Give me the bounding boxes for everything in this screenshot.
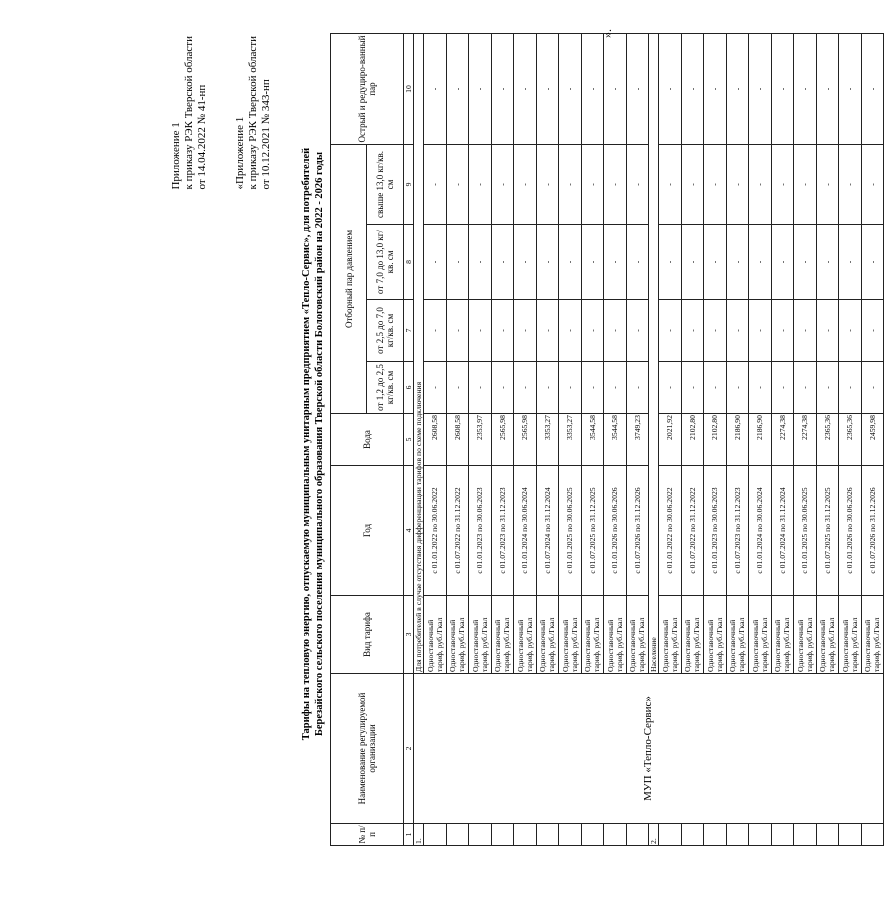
tariff-type-line: Одноставочный <box>628 619 638 672</box>
column-index-cell: 2 <box>404 674 414 824</box>
water-tariff-cell: 2186,90 <box>726 414 749 466</box>
header-row <box>331 33 367 845</box>
col-header-steam-3: от 7,0 до 13,0 кг/кв. см <box>367 225 404 300</box>
steam-tariff-cell: - <box>604 362 627 414</box>
document-title <box>300 44 326 844</box>
steam-tariff-cell: - <box>469 300 492 362</box>
tariff-type-line: тариф, руб./Гкал <box>804 617 814 672</box>
tariff-type-line: тариф, руб./Гкал <box>782 617 792 672</box>
water-tariff-cell: 2565,98 <box>514 414 537 466</box>
steam-tariff-cell: - <box>536 33 559 144</box>
steam-tariff-cell: - <box>794 362 817 414</box>
period-cell: с 01.01.2024 по 30.06.2024 <box>514 466 537 596</box>
col-header-water: Вода <box>331 414 404 466</box>
steam-tariff-cell: - <box>726 225 749 300</box>
steam-tariff-cell: - <box>581 33 604 144</box>
period-cell: с 01.01.2026 по 30.06.2026 <box>604 466 627 596</box>
water-tariff-cell: 2608,58 <box>424 414 447 466</box>
tariff-type-cell <box>861 596 884 674</box>
steam-tariff-cell: - <box>424 225 447 300</box>
column-index-cell: 3 <box>404 596 414 674</box>
steam-tariff-cell: - <box>536 362 559 414</box>
num-cell <box>491 824 514 846</box>
steam-tariff-cell: - <box>626 33 649 144</box>
num-cell <box>626 824 649 846</box>
column-index-cell: 10 <box>404 33 414 144</box>
tariff-type-line: Одноставочный <box>538 619 548 672</box>
steam-tariff-cell: - <box>794 33 817 144</box>
tariff-type-cell <box>749 596 772 674</box>
steam-tariff-cell: - <box>514 362 537 414</box>
period-cell: с 01.01.2023 по 30.06.2023 <box>469 466 492 596</box>
column-index-cell: 5 <box>404 414 414 466</box>
num-cell <box>861 824 884 846</box>
col-header-steam-1: от 1,2 до 2,5 кг/кв. см <box>367 362 404 414</box>
steam-tariff-cell: - <box>491 300 514 362</box>
steam-tariff-cell: - <box>749 33 772 144</box>
water-tariff-cell: 2102,80 <box>704 414 727 466</box>
steam-tariff-cell: - <box>771 300 794 362</box>
tariff-type-line: Одноставочный <box>448 619 458 672</box>
tariff-type-line: тариф, руб./Гкал <box>849 617 859 672</box>
period-cell: с 01.07.2025 по 31.12.2025 <box>581 466 604 596</box>
steam-tariff-cell: - <box>816 225 839 300</box>
steam-tariff-cell: - <box>559 225 582 300</box>
steam-tariff-cell: - <box>861 300 884 362</box>
num-cell <box>446 824 469 846</box>
tariff-type-line: Одноставочный <box>863 619 873 672</box>
tariff-type-cell <box>816 596 839 674</box>
steam-tariff-cell: - <box>491 225 514 300</box>
tariff-type-line: Одноставочный <box>773 619 783 672</box>
steam-tariff-cell: - <box>446 33 469 144</box>
period-cell: с 01.07.2023 по 31.12.2023 <box>491 466 514 596</box>
steam-tariff-cell: - <box>726 33 749 144</box>
section-label: Для потребителей в случае отсутствия дифференциации тарифов по схеме подключения <box>414 33 424 673</box>
period-cell: с 01.01.2026 по 30.06.2026 <box>839 466 862 596</box>
tariff-type-line: тариф, руб./Гкал <box>872 617 882 672</box>
header-line: Приложение 1 <box>170 122 182 190</box>
steam-tariff-cell: - <box>424 33 447 144</box>
header-line: от 14.04.2022 № 41-нп <box>196 84 208 190</box>
steam-tariff-cell: - <box>704 225 727 300</box>
steam-tariff-cell: - <box>559 362 582 414</box>
col-header-steam-4: свыше 13,0 кг/кв. см <box>367 144 404 224</box>
steam-tariff-cell: - <box>604 225 627 300</box>
col-header-year: Год <box>331 466 404 596</box>
tariff-type-cell <box>771 596 794 674</box>
num-cell <box>559 824 582 846</box>
period-cell: с 01.01.2025 по 30.06.2025 <box>559 466 582 596</box>
tariff-type-line: тариф, руб./Гкал <box>434 617 444 672</box>
period-cell: с 01.07.2026 по 31.12.2026 <box>861 466 884 596</box>
tariff-type-line: Одноставочный <box>795 619 805 672</box>
num-cell <box>704 824 727 846</box>
num-cell <box>514 824 537 846</box>
steam-tariff-cell: - <box>861 362 884 414</box>
steam-tariff-cell: - <box>604 300 627 362</box>
steam-tariff-cell: - <box>514 225 537 300</box>
column-index-cell: 9 <box>404 144 414 224</box>
period-cell: с 01.07.2024 по 31.12.2024 <box>771 466 794 596</box>
tariff-type-line: Одноставочный <box>425 619 435 672</box>
steam-tariff-cell: - <box>816 33 839 144</box>
steam-tariff-cell: - <box>704 33 727 144</box>
water-tariff-cell: 2021,92 <box>659 414 682 466</box>
steam-tariff-cell: - <box>749 362 772 414</box>
tariff-table <box>330 33 884 846</box>
steam-tariff-cell: - <box>581 144 604 224</box>
steam-tariff-cell: - <box>424 362 447 414</box>
tariff-type-line: тариф, руб./Гкал <box>759 617 769 672</box>
tariff-type-line: Одноставочный <box>660 619 670 672</box>
period-cell: с 01.01.2025 по 30.06.2025 <box>794 466 817 596</box>
steam-tariff-cell: - <box>681 225 704 300</box>
tariff-type-cell <box>704 596 727 674</box>
water-tariff-cell: 2274,38 <box>771 414 794 466</box>
period-cell: с 01.07.2022 по 31.12.2022 <box>446 466 469 596</box>
tariff-type-line: Одноставочный <box>493 619 503 672</box>
steam-tariff-cell: - <box>469 33 492 144</box>
tariff-type-cell <box>581 596 604 674</box>
water-tariff-cell: 2274,38 <box>794 414 817 466</box>
steam-tariff-cell: - <box>794 300 817 362</box>
steam-tariff-cell: - <box>626 362 649 414</box>
steam-tariff-cell: - <box>446 225 469 300</box>
period-cell: с 01.07.2022 по 31.12.2022 <box>681 466 704 596</box>
water-tariff-cell: 2186,90 <box>749 414 772 466</box>
water-tariff-cell: 3749,23 <box>626 414 649 466</box>
period-cell: с 01.01.2024 по 30.06.2024 <box>749 466 772 596</box>
tariff-type-cell <box>626 596 649 674</box>
tariff-type-cell <box>514 596 537 674</box>
header-current-order <box>170 36 209 190</box>
tariff-type-line: Одноставочный <box>728 619 738 672</box>
steam-tariff-cell: - <box>839 33 862 144</box>
steam-tariff-cell: - <box>491 144 514 224</box>
tariff-type-line: Одноставочный <box>683 619 693 672</box>
steam-tariff-cell: - <box>816 144 839 224</box>
tariff-type-line: Одноставочный <box>705 619 715 672</box>
steam-tariff-cell: - <box>861 144 884 224</box>
steam-tariff-cell: - <box>681 362 704 414</box>
title-line: Тарифы на тепловую энергию, отпускаемую муниципальным унитарным предприятием «Тепло-Сервис», для потребителей <box>301 147 312 741</box>
steam-tariff-cell: - <box>559 300 582 362</box>
tariff-type-cell <box>681 596 704 674</box>
period-cell: с 01.07.2024 по 31.12.2024 <box>536 466 559 596</box>
steam-tariff-cell: - <box>659 144 682 224</box>
steam-tariff-cell: - <box>861 225 884 300</box>
num-cell <box>581 824 604 846</box>
steam-tariff-cell: - <box>681 33 704 144</box>
steam-tariff-cell: - <box>794 225 817 300</box>
col-header-live-steam: Острый и редуциро-ванный пар <box>331 33 404 144</box>
tariff-type-line: тариф, руб./Гкал <box>547 617 557 672</box>
steam-tariff-cell: - <box>749 300 772 362</box>
steam-tariff-cell: - <box>491 33 514 144</box>
steam-tariff-cell: - <box>581 300 604 362</box>
tariff-type-line: тариф, руб./Гкал <box>569 617 579 672</box>
num-cell <box>469 824 492 846</box>
steam-tariff-cell: - <box>581 225 604 300</box>
period-cell: с 01.07.2026 по 31.12.2026 <box>626 466 649 596</box>
steam-tariff-cell: - <box>839 362 862 414</box>
water-tariff-cell: 2353,97 <box>469 414 492 466</box>
tariff-type-line: тариф, руб./Гкал <box>737 617 747 672</box>
column-index-row <box>404 33 414 845</box>
tariff-type-cell <box>659 596 682 674</box>
num-cell <box>681 824 704 846</box>
header-line: от 10.12.2021 № 343-нп <box>260 79 272 190</box>
tariff-type-cell <box>726 596 749 674</box>
period-cell: с 01.01.2022 по 30.06.2022 <box>424 466 447 596</box>
tariff-type-line: тариф, руб./Гкал <box>714 617 724 672</box>
steam-tariff-cell: - <box>604 33 627 144</box>
tariff-type-line: тариф, руб./Гкал <box>479 617 489 672</box>
steam-tariff-cell: - <box>446 362 469 414</box>
section-number: 1. <box>414 824 424 846</box>
steam-tariff-cell: - <box>424 300 447 362</box>
steam-tariff-cell: - <box>704 144 727 224</box>
steam-tariff-cell: - <box>514 144 537 224</box>
column-index-cell: 1 <box>404 824 414 846</box>
steam-tariff-cell: - <box>726 300 749 362</box>
period-cell: с 01.01.2022 по 30.06.2022 <box>659 466 682 596</box>
tariff-type-line: Одноставочный <box>470 619 480 672</box>
water-tariff-cell: 2365,36 <box>816 414 839 466</box>
tariff-type-line: тариф, руб./Гкал <box>827 617 837 672</box>
water-tariff-cell: 3544,58 <box>604 414 627 466</box>
num-cell <box>839 824 862 846</box>
period-cell: с 01.01.2023 по 30.06.2023 <box>704 466 727 596</box>
steam-tariff-cell: - <box>771 33 794 144</box>
steam-tariff-cell: - <box>659 362 682 414</box>
steam-tariff-cell: - <box>816 300 839 362</box>
num-cell <box>424 824 447 846</box>
tariff-type-cell <box>446 596 469 674</box>
tariff-type-line: Одноставочный <box>515 619 525 672</box>
steam-tariff-cell: - <box>536 225 559 300</box>
steam-tariff-cell: - <box>816 362 839 414</box>
steam-tariff-cell: - <box>446 144 469 224</box>
tariff-type-line: тариф, руб./Гкал <box>614 617 624 672</box>
num-cell <box>536 824 559 846</box>
steam-tariff-cell: - <box>771 362 794 414</box>
column-index-cell: 8 <box>404 225 414 300</box>
steam-tariff-cell: - <box>726 144 749 224</box>
steam-tariff-cell: - <box>704 300 727 362</box>
steam-tariff-cell: - <box>514 300 537 362</box>
column-index-cell: 7 <box>404 300 414 362</box>
water-tariff-cell: 3544,58 <box>581 414 604 466</box>
tariff-type-cell <box>794 596 817 674</box>
section-number: 2. <box>649 824 659 846</box>
steam-tariff-cell: - <box>626 144 649 224</box>
steam-tariff-cell: - <box>659 33 682 144</box>
steam-tariff-cell: - <box>659 300 682 362</box>
tariff-type-line: тариф, руб./Гкал <box>669 617 679 672</box>
num-cell <box>816 824 839 846</box>
tariff-type-line: тариф, руб./Гкал <box>524 617 534 672</box>
tariff-type-line: Одноставочный <box>605 619 615 672</box>
water-tariff-cell: 2459,98 <box>861 414 884 466</box>
steam-tariff-cell: - <box>559 33 582 144</box>
tariff-type-cell <box>424 596 447 674</box>
num-cell <box>794 824 817 846</box>
num-cell <box>726 824 749 846</box>
section-row <box>414 33 424 845</box>
water-tariff-cell: 2102,80 <box>681 414 704 466</box>
tariff-type-cell <box>559 596 582 674</box>
tariff-type-line: Одноставочный <box>818 619 828 672</box>
tariff-type-line: тариф, руб./Гкал <box>692 617 702 672</box>
tariff-type-line: Одноставочный <box>840 619 850 672</box>
steam-tariff-cell: - <box>491 362 514 414</box>
tariff-type-line: тариф, руб./Гкал <box>457 617 467 672</box>
steam-tariff-cell: - <box>469 362 492 414</box>
steam-tariff-cell: - <box>749 144 772 224</box>
steam-tariff-cell: - <box>626 300 649 362</box>
water-tariff-cell: 2608,58 <box>446 414 469 466</box>
steam-tariff-cell: - <box>469 144 492 224</box>
section-label: Население <box>649 33 659 673</box>
steam-tariff-cell: - <box>749 225 772 300</box>
num-cell <box>749 824 772 846</box>
steam-tariff-cell: - <box>681 300 704 362</box>
steam-tariff-cell: - <box>626 225 649 300</box>
col-header-organization: Наименование регулируемой организации <box>331 674 404 824</box>
steam-tariff-cell: - <box>469 225 492 300</box>
steam-tariff-cell: - <box>446 300 469 362</box>
header-line: к приказу РЭК Тверской области <box>183 36 195 190</box>
steam-tariff-cell: - <box>704 362 727 414</box>
steam-tariff-cell: - <box>839 225 862 300</box>
steam-tariff-cell: - <box>771 225 794 300</box>
tariff-type-line: тариф, руб./Гкал <box>592 617 602 672</box>
closing-quote: ». <box>600 29 614 38</box>
num-cell <box>771 824 794 846</box>
tariff-type-line: тариф, руб./Гкал <box>637 617 647 672</box>
num-cell <box>604 824 627 846</box>
tariff-type-line: Одноставочный <box>583 619 593 672</box>
water-tariff-cell: 3353,27 <box>536 414 559 466</box>
steam-tariff-cell: - <box>794 144 817 224</box>
column-index-cell: 6 <box>404 362 414 414</box>
tariff-type-line: тариф, руб./Гкал <box>502 617 512 672</box>
header-previous-order <box>234 36 273 190</box>
steam-tariff-cell: - <box>424 144 447 224</box>
num-cell <box>659 824 682 846</box>
col-header-num: № п/ п <box>331 824 404 846</box>
steam-tariff-cell: - <box>726 362 749 414</box>
col-header-steam-2: от 2,5 до 7,0 кг/кв. см <box>367 300 404 362</box>
water-tariff-cell: 3353,27 <box>559 414 582 466</box>
steam-tariff-cell: - <box>536 300 559 362</box>
steam-tariff-cell: - <box>771 144 794 224</box>
column-index-cell: 4 <box>404 466 414 596</box>
steam-tariff-cell: - <box>681 144 704 224</box>
steam-tariff-cell: - <box>514 33 537 144</box>
water-tariff-cell: 2365,36 <box>839 414 862 466</box>
steam-tariff-cell: - <box>559 144 582 224</box>
steam-tariff-cell: - <box>839 300 862 362</box>
steam-tariff-cell: - <box>839 144 862 224</box>
steam-tariff-cell: - <box>861 33 884 144</box>
tariff-type-cell <box>839 596 862 674</box>
col-header-tariff-type: Вид тарифа <box>331 596 404 674</box>
tariff-type-line: Одноставочный <box>750 619 760 672</box>
col-header-steam-group: Отборный пар давлением <box>331 144 367 413</box>
tariff-type-cell <box>469 596 492 674</box>
water-tariff-cell: 2565,98 <box>491 414 514 466</box>
title-line: Березайского сельского поселения муниципального образования Тверской области Бологовский район на 2022 - 2026 годы <box>314 151 325 737</box>
steam-tariff-cell: - <box>604 144 627 224</box>
header-line: к приказу РЭК Тверской области <box>247 36 259 190</box>
steam-tariff-cell: - <box>536 144 559 224</box>
tariff-type-cell <box>536 596 559 674</box>
tariff-type-cell <box>604 596 627 674</box>
tariff-type-cell <box>491 596 514 674</box>
organization-name: МУП «Тепло-Сервис» <box>414 674 884 824</box>
tariff-type-line: Одноставочный <box>560 619 570 672</box>
period-cell: с 01.07.2023 по 31.12.2023 <box>726 466 749 596</box>
period-cell: с 01.07.2025 по 31.12.2025 <box>816 466 839 596</box>
steam-tariff-cell: - <box>581 362 604 414</box>
steam-tariff-cell: - <box>659 225 682 300</box>
header-line: «Приложение 1 <box>234 116 246 190</box>
